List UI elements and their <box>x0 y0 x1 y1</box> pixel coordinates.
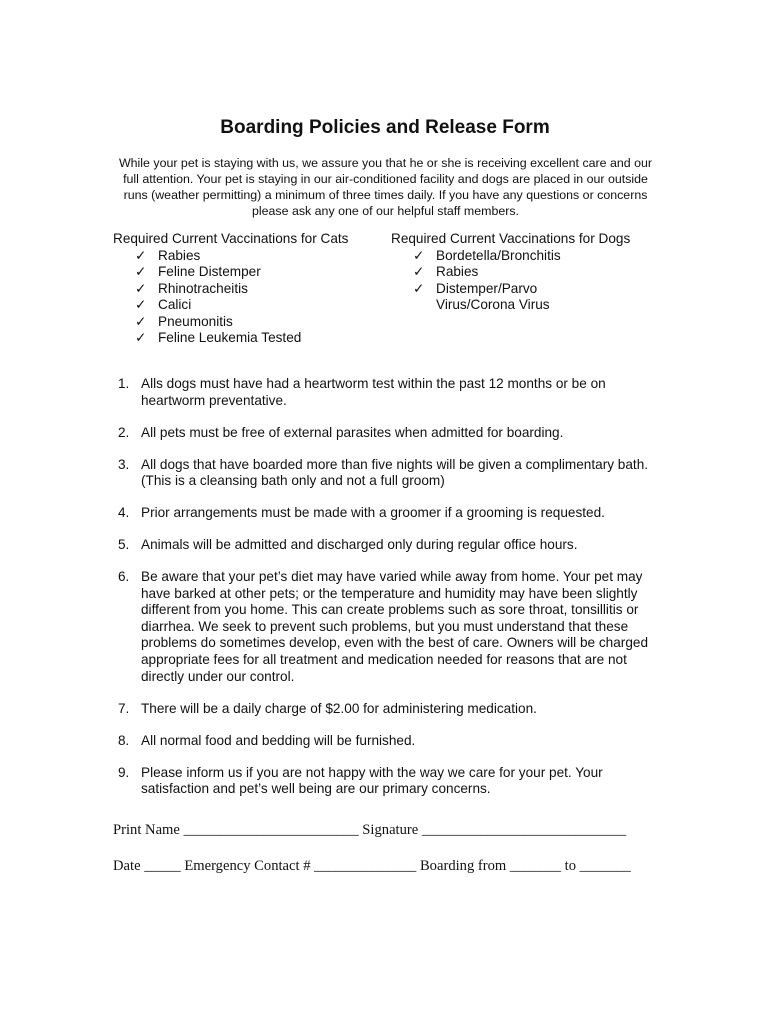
policy-text: All dogs that have boarded more than five nights will be given a complimentary bath. (This is a cleansing bath only and not a full groom) <box>141 456 649 489</box>
intro-line: please ask any one of our helpful staff members. <box>251 204 519 218</box>
policy-number: 9. <box>118 764 130 780</box>
checkmark-icon: ✓ <box>135 330 147 345</box>
policy-item <box>113 457 658 490</box>
policy-item <box>113 425 658 442</box>
policy-item <box>113 733 658 750</box>
policy-item <box>113 701 658 718</box>
checkmark-icon: ✓ <box>135 297 147 312</box>
signature-line[interactable]: Print Name ________________________ Signature ____________________________ <box>113 822 627 838</box>
list-item: ✓ Pneumonitis <box>135 313 233 329</box>
checkmark-icon: ✓ <box>135 280 147 296</box>
policy-text: Prior arrangements must be made with a groomer if a grooming is requested. <box>141 505 605 521</box>
list-item: ✓ Distemper/Parvo Virus/Corona Virus <box>413 280 550 312</box>
intro-line: full attention. Your pet is staying in our air-conditioned facility and dogs are placed in our outside <box>123 172 648 186</box>
policy-item <box>113 569 658 685</box>
policy-text: There will be a daily charge of $2.00 for administering medication. <box>141 700 537 716</box>
cat-vaccinations-heading: Required Current Vaccinations for Cats <box>113 231 349 246</box>
checkmark-icon: ✓ <box>413 247 425 263</box>
policy-number: 7. <box>118 700 130 716</box>
dog-vaccinations-heading: Required Current Vaccinations for Dogs <box>391 231 631 246</box>
policy-text: Animals will be admitted and discharged only during regular office hours. <box>141 537 578 553</box>
cat-vaccinations <box>113 231 373 347</box>
list-item: ✓ Rabies <box>413 264 479 279</box>
policy-list <box>113 376 658 813</box>
policy-text: All normal food and bedding will be furnished. <box>141 732 416 748</box>
list-item: ✓ Calici <box>135 297 192 312</box>
policy-number: 6. <box>118 569 130 585</box>
policy-text: Be aware that your pet’s diet may have varied while away from home. Your pet may have barked at other pets; or the temperature and humidity may have been slightly different from you home. This can create problems such as sore throat, tonsillitis or diarrhea. We seek to prevent such problems, but you must understand that these problems do sometimes develop, even with the best of care. Owners will be charged appropriate fees for all treatment and medication needed for reasons that are not directly under our control. <box>141 569 648 684</box>
list-item: ✓ Feline Distemper <box>135 264 261 279</box>
date-contact-line[interactable]: Date _____ Emergency Contact # ______________ Boarding from _______ to _______ <box>113 858 631 874</box>
checkmark-icon: ✓ <box>413 280 425 296</box>
policy-number: 1. <box>118 376 130 391</box>
policy-item <box>113 505 658 522</box>
policy-number: 3. <box>118 456 130 472</box>
policy-item <box>113 765 658 798</box>
policy-number: 4. <box>118 505 130 521</box>
intro-paragraph <box>108 155 663 219</box>
list-item: ✓ Rabies <box>135 247 201 263</box>
list-item: ✓ Rhinotracheitis <box>135 280 248 296</box>
policy-text: Please inform us if you are not happy with the way we care for your pet. Your satisfaction and pet’s well being are our primary concerns. <box>141 764 603 797</box>
policy-text: All pets must be free of external parasites when admitted for boarding. <box>141 424 564 440</box>
policy-item <box>113 376 658 409</box>
checkmark-icon: ✓ <box>413 264 425 279</box>
checkmark-icon: ✓ <box>135 264 147 279</box>
policy-number: 5. <box>118 537 130 553</box>
list-item: ✓ Bordetella/Bronchitis <box>413 247 561 263</box>
checkmark-icon: ✓ <box>135 313 147 329</box>
policy-item <box>113 537 658 554</box>
intro-line: runs (weather permitting) a minimum of three times daily. If you have any questions or concerns <box>123 188 648 202</box>
policy-number: 8. <box>118 732 130 748</box>
policy-number: 2. <box>118 424 130 440</box>
page-title: Boarding Policies and Release Form <box>220 117 550 138</box>
cat-vaccinations-list <box>113 248 373 347</box>
policy-text: Alls dogs must have had a heartworm test within the past 12 months or be on heartworm preventative. <box>141 376 606 408</box>
checkmark-icon: ✓ <box>135 247 147 263</box>
dog-vaccinations-list <box>391 248 651 314</box>
list-item: ✓ Feline Leukemia Tested <box>135 330 302 345</box>
dog-vaccinations <box>391 231 651 314</box>
intro-line: While your pet is staying with us, we assure you that he or she is receiving excellent care and our <box>118 156 653 170</box>
